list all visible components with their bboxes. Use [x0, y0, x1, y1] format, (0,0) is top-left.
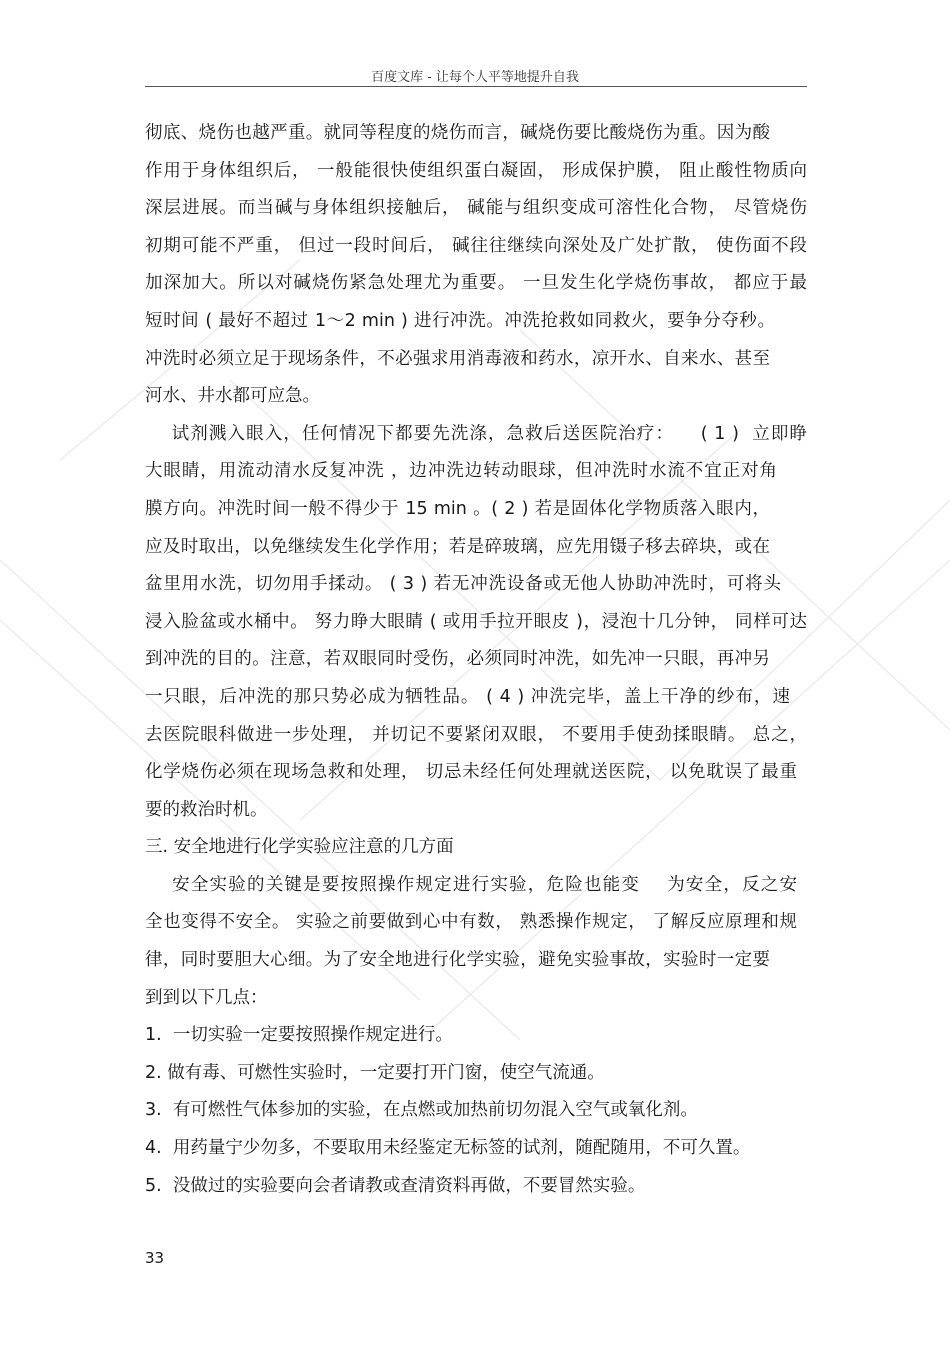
text-line: 彻底、烧伤也越严重。就同等程度的烧伤而言，碱烧伤要比酸烧伤为重。因为酸 [145, 123, 770, 143]
text-line: 应及时取出，以免继续发生化学作用；若是碎玻璃，应先用镊子移去碎块，或在 [145, 536, 770, 557]
text-line: 试剂溅入眼入，任何情况下都要先洗涤，急救后送医院治疗： ( 1 ) 立即睁 [145, 423, 807, 444]
text-line: 一只眼，后冲洗的那只势必成为牺牲品。 ( 4 ) 冲洗完毕，盖上干净的纱布，速 [145, 686, 790, 707]
text-line: 全也变得不安全。 实验之前要做到心中有数， 熟悉操作规定， 了解反应原理和规 [145, 912, 797, 933]
list-item: 3. 有可燃性气体参加的实验，在点燃或加热前切勿混入空气或氧化剂。 [145, 1100, 698, 1121]
text-line: 冲洗时必须立足于现场条件，不必强求用消毒液和药水，凉开水、自来水、甚至 [145, 348, 770, 369]
text-line: 到到以下几点： [145, 987, 268, 1008]
text-line: 化学烧伤必须在现场急救和处理， 切忌未经任何处理就送医院， 以免耽误了最重 [145, 762, 797, 783]
document-body [145, 115, 807, 1205]
text-line: 膜方向。冲洗时间一般不得少于 15 min 。( 2 ) 若是固体化学物质落入眼内， [145, 498, 770, 519]
text-line: 河水、井水都可应急。 [145, 386, 320, 407]
text-line: 加深加大。所以对碱烧伤紧急处理尤为重要。 一旦发生化学烧伤事故， 都应于最 [145, 273, 807, 294]
text-line: 安全实验的关键是要按照操作规定进行实验，危险也能变 为安全，反之安 [145, 874, 797, 895]
list-item: 2. 做有毒、可燃性实验时，一定要打开门窗，使空气流通。 [145, 1062, 605, 1083]
text-line: 初期可能不严重， 但过一段时间后， 碱往往继续向深处及广处扩散， 使伤面不段 [145, 235, 807, 256]
text-line: 律，同时要胆大心细。为了安全地进行化学实验，避免实验事故，实验时一定要 [145, 950, 770, 971]
text-line: 浸入脸盆或水桶中。 努力睁大眼睛 ( 或用手拉开眼皮 )，浸泡十几分钟， 同样可达 [145, 611, 807, 632]
list-item: 4. 用药量宁少勿多，不要取用未经鉴定无标签的试剂，随配随用，不可久置。 [145, 1138, 751, 1159]
section-heading: 三. 安全地进行化学实验应注意的几方面 [145, 837, 454, 858]
text-line: 作用于身体组织后， 一般能很快使组织蛋白凝固， 形成保护膜， 阻止酸性物质向 [145, 160, 807, 181]
list-item: 1. 一切实验一定要按照操作规定进行。 [145, 1025, 453, 1046]
text-line: 盆里用水洗，切勿用手揉动。 ( 3 ) 若无冲洗设备或无他人协助冲洗时，可将头 [145, 574, 781, 595]
page-header: 百度文库 - 让每个人平等地提升自我 [371, 70, 579, 85]
header-rule [145, 86, 807, 87]
list-item: 5. 没做过的实验要向会者请教或查清资料再做，不要冒然实验。 [145, 1175, 646, 1196]
text-line: 到冲洗的目的。注意，若双眼同时受伤，必须同时冲洗，如先冲一只眼，再冲另 [145, 649, 770, 670]
text-line: 深层进展。而当碱与身体组织接触后， 碱能与组织变成可溶性化合物， 尽管烧伤 [145, 198, 807, 219]
text-line: 大眼睛，用流动清水反复冲洗 ，边冲洗边转动眼球，但冲洗时水流不宜正对角 [145, 461, 777, 482]
text-line: 短时间 ( 最好不超过 1～2 min ) 进行冲洗。冲洗抢救如同救火，要争分夺秒。 [145, 310, 775, 331]
text-line: 要的救治时机。 [145, 799, 268, 820]
page-number: 33 [145, 1249, 165, 1267]
text-line: 去医院眼科做进一步处理， 并切记不要紧闭双眼， 不要用手使劲揉眼睛。 总之， [145, 724, 807, 745]
